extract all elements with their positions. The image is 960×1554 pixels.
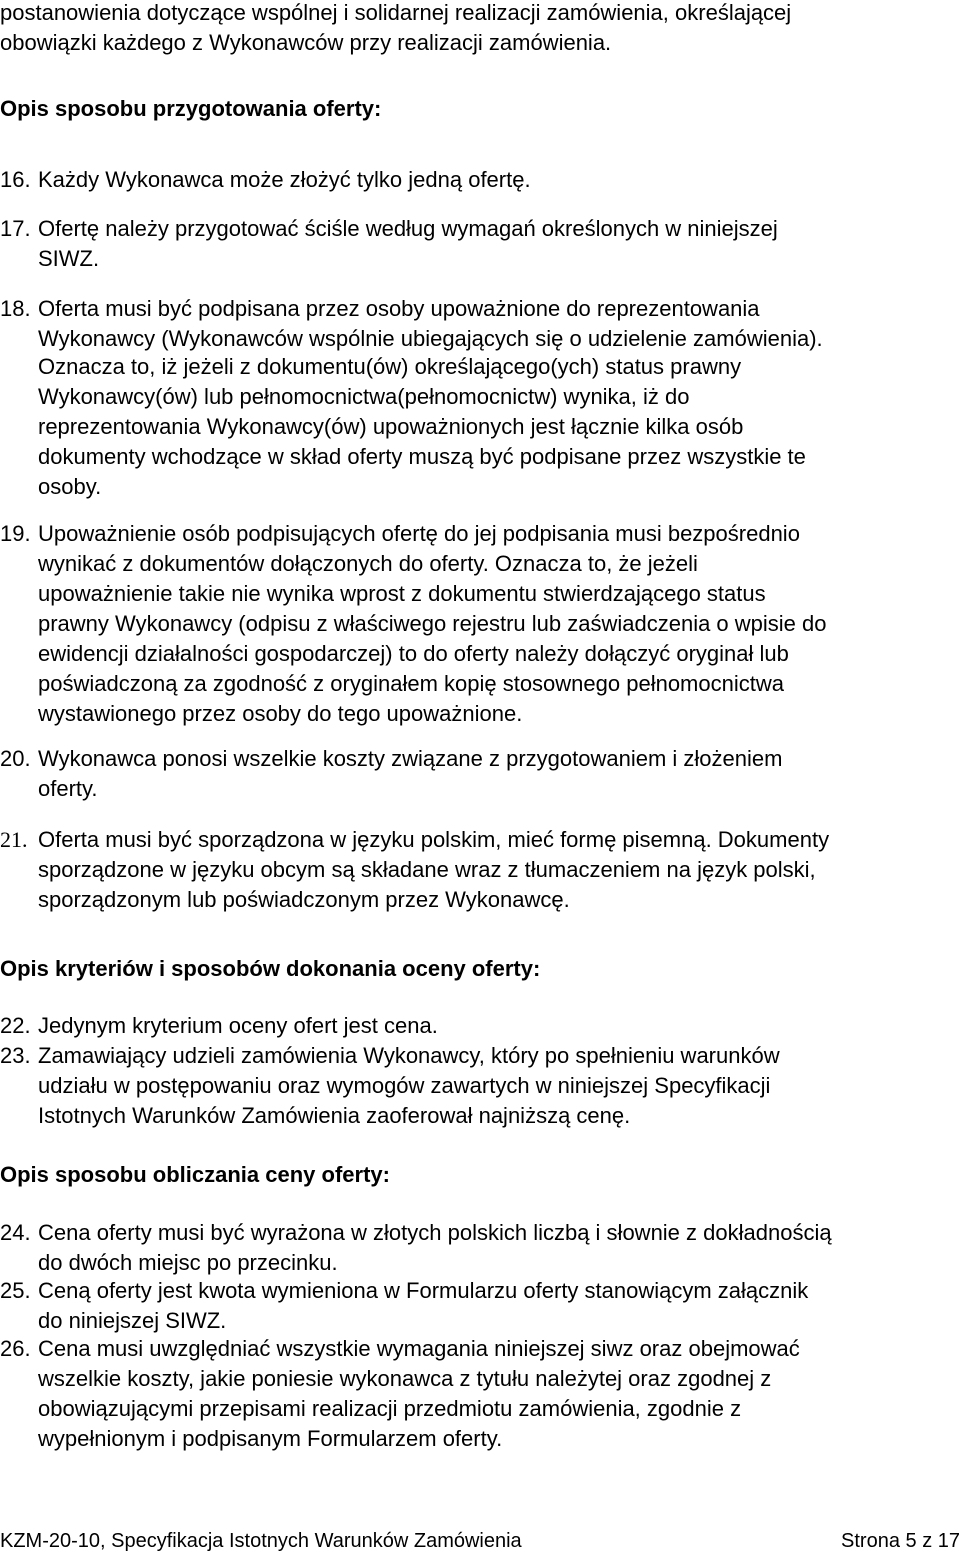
- item-line: Ceną oferty jest kwota wymieniona w Formularzu oferty stanowiącym załącznik: [38, 1278, 809, 1303]
- item-number: 18.: [0, 296, 31, 321]
- item-line: Istotnych Warunków Zamówienia zaoferował najniższą cenę.: [38, 1103, 631, 1128]
- item-text: [38, 165, 960, 195]
- item-line: Każdy Wykonawca może złożyć tylko jedną ofertę.: [38, 167, 531, 192]
- item-line: Ofertę należy przygotować ściśle według wymagań określonych w niniejszej: [38, 216, 778, 241]
- section-heading-preparation: Opis sposobu przygotowania oferty:: [0, 96, 382, 121]
- item-line: oferty.: [38, 776, 98, 801]
- footer-page-number: Strona 5 z 17: [841, 1530, 960, 1552]
- item-line: Zamawiający udzieli zamówienia Wykonawcy, który po spełnieniu warunków: [38, 1043, 780, 1068]
- item-text: [38, 825, 960, 915]
- item-text: [38, 519, 960, 729]
- item-line: Oferta musi być podpisana przez osoby upoważnione do reprezentowania: [38, 296, 760, 321]
- item-line: prawny Wykonawcy (odpisu z właściwego rejestru lub zaświadczenia o wpisie do: [38, 611, 827, 636]
- item-number: 20.: [0, 746, 31, 771]
- item-line: Upoważnienie osób podpisujących ofertę do jej podpisania musi bezpośrednio: [38, 521, 800, 546]
- item-line: Oferta musi być sporządzona w języku polskim, mieć formę pisemną. Dokumenty: [38, 827, 830, 852]
- item-number: 24.: [0, 1220, 31, 1245]
- item-text: [38, 352, 960, 502]
- item-number: 19.: [0, 521, 31, 546]
- item-line: do dwóch miejsc po przecinku.: [38, 1250, 338, 1275]
- item-line: Jedynym kryterium oceny ofert jest cena.: [38, 1013, 438, 1038]
- item-line: wystawionego przez osoby do tego upoważnione.: [38, 701, 523, 726]
- intro-line: obowiązki każdego z Wykonawców przy realizacji zamówienia.: [0, 30, 612, 55]
- item-line: Wykonawca ponosi wszelkie koszty związane z przygotowaniem i złożeniem: [38, 746, 783, 771]
- item-line: wszelkie koszty, jakie poniesie wykonawca z tytułu należytej oraz zgodnej z: [38, 1366, 772, 1391]
- item-line: poświadczoną za zgodność z oryginałem kopię stosownego pełnomocnictwa: [38, 671, 784, 696]
- item-text: [38, 1041, 960, 1131]
- item-line: do niniejszej SIWZ.: [38, 1308, 227, 1333]
- item-number: 16.: [0, 167, 31, 192]
- item-number: 17.: [0, 216, 31, 241]
- intro-line: postanowienia dotyczące wspólnej i solidarnej realizacji zamówienia, określającej: [0, 0, 792, 25]
- item-line: obowiązującymi przepisami realizacji przedmiotu zamówienia, zgodnie z: [38, 1396, 742, 1421]
- item-number: 22.: [0, 1013, 31, 1038]
- item-number: 25.: [0, 1278, 31, 1303]
- item-line: reprezentowania Wykonawcy(ów) upoważnionych jest łącznie kilka osób: [38, 414, 744, 439]
- item-line: udziału w postępowaniu oraz wymogów zawartych w niniejszej Specyfikacji: [38, 1073, 771, 1098]
- item-text: [38, 1334, 960, 1454]
- item-line: SIWZ.: [38, 246, 100, 271]
- item-line: Cena oferty musi być wyrażona w złotych polskich liczbą i słownie z dokładnością: [38, 1220, 832, 1245]
- item-line: sporządzone w języku obcym są składane wraz z tłumaczeniem na język polski,: [38, 857, 816, 882]
- item-line: sporządzonym lub poświadczonym przez Wykonawcę.: [38, 887, 570, 912]
- page-footer: [0, 1528, 960, 1554]
- item-text: [38, 1218, 960, 1278]
- footer-document-id: KZM-20-10, Specyfikacja Istotnych Warunków Zamówienia: [0, 1530, 522, 1552]
- item-line: Wykonawcy(ów) lub pełnomocnictwa(pełnomocnictw) wynika, iż do: [38, 384, 690, 409]
- item-text: [38, 214, 960, 274]
- item-line: wynikać z dokumentów dołączonych do oferty. Oznacza to, że jeżeli: [38, 551, 698, 576]
- item-number: 21.: [0, 827, 28, 852]
- item-text: [38, 1011, 960, 1041]
- item-number: 26.: [0, 1336, 31, 1361]
- item-line: dokumenty wchodzące w skład oferty muszą być podpisane przez wszystkie te: [38, 444, 806, 469]
- section-heading-criteria: Opis kryteriów i sposobów dokonania oceny oferty:: [0, 956, 541, 981]
- item-line: ewidencji działalności gospodarczej) to do oferty należy dołączyć oryginał lub: [38, 641, 789, 666]
- item-text: [38, 744, 960, 804]
- item-line: upoważnienie takie nie wynika wprost z dokumentu stwierdzającego status: [38, 581, 766, 606]
- item-line: Oznacza to, iż jeżeli z dokumentu(ów) określającego(ych) status prawny: [38, 354, 742, 379]
- item-line: wypełnionym i podpisanym Formularzem oferty.: [38, 1426, 503, 1451]
- item-line: osoby.: [38, 474, 102, 499]
- item-text: [38, 294, 960, 354]
- section-heading-price: Opis sposobu obliczania ceny oferty:: [0, 1162, 390, 1187]
- item-number: 23.: [0, 1043, 31, 1068]
- item-text: [38, 1276, 960, 1336]
- item-line: Cena musi uwzględniać wszystkie wymagania niniejszej siwz oraz obejmować: [38, 1336, 800, 1361]
- item-line: Wykonawcy (Wykonawców wspólnie ubiegających się o udzielenie zamówienia).: [38, 326, 823, 351]
